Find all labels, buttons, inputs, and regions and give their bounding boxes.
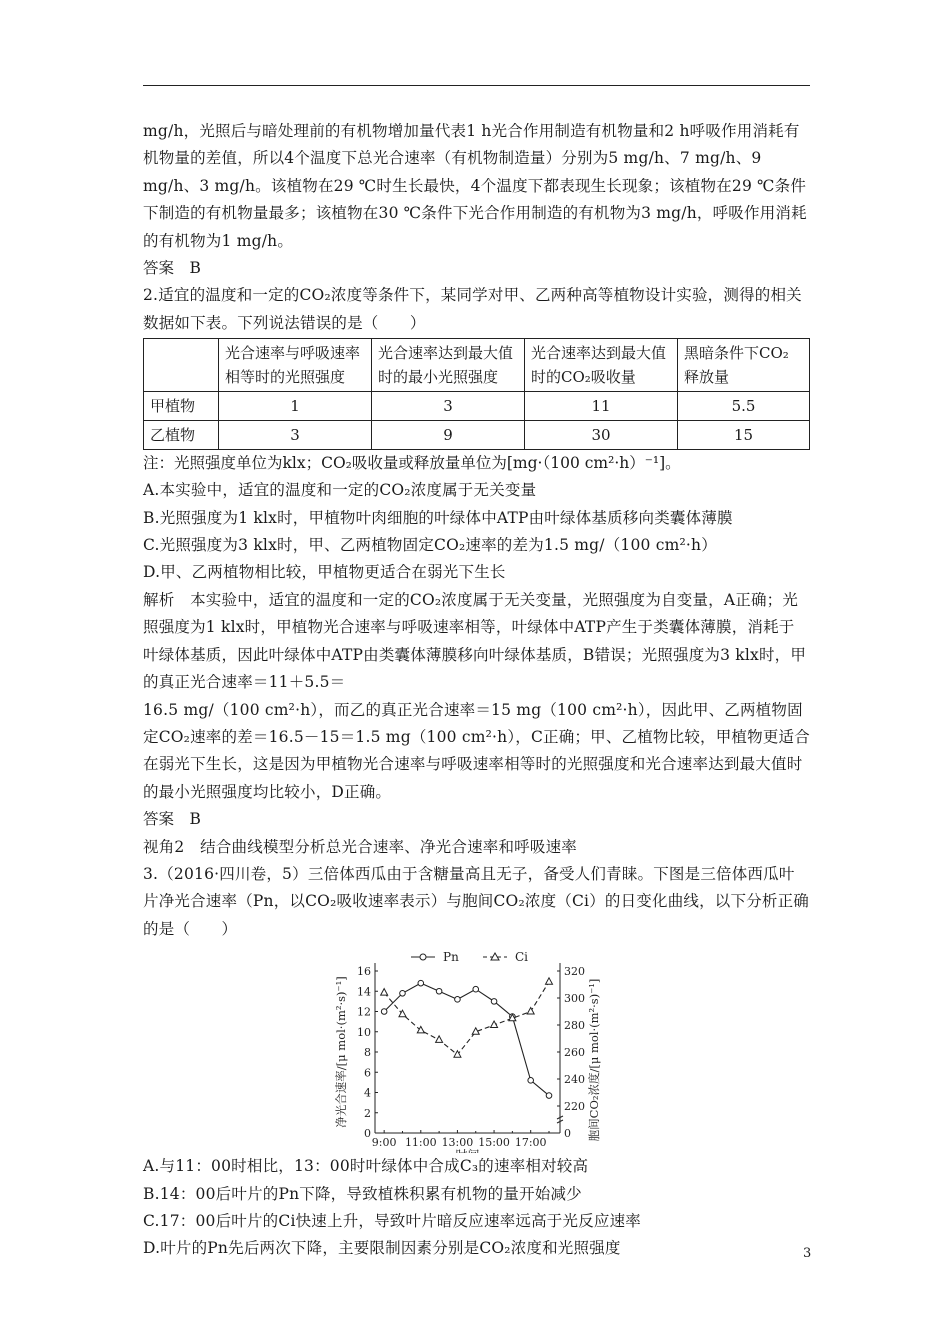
option-a: A.本实验中，适宜的温度和一定的CO₂浓度属于无关变量: [143, 481, 537, 500]
ci-series-line: [384, 982, 549, 1055]
pn-data-point: [528, 1078, 534, 1084]
y-left-tick-label: 12: [357, 1005, 371, 1019]
y-right-tick-label: 320: [564, 965, 585, 979]
table-header-cell: 光合速率与呼吸速率相等时的光照强度: [219, 339, 372, 392]
option-3c: C.17：00后叶片的Ci快速上升，导致叶片暗反应速率远高于光反应速率: [143, 1211, 641, 1230]
table-cell: 5.5: [678, 392, 810, 421]
pn-series-line: [384, 983, 549, 1095]
y-right-tick-label: 220: [564, 1100, 585, 1114]
analysis-paragraph-3: 16.5 mg/（100 cm²·h），而乙的真正光合速率＝15 mg（100 cm²·h），因此甲、乙两植物固定CO₂速率的差＝16.5－15＝1.5 mg（100 cm²·h），C正确；甲、乙植物比较，甲植物更适合在弱光下生长，这是因为甲植物光合速率与呼吸速率相等时的光照强度和光合速率达到最大值时的最小光照强度均比较小，D正确。: [143, 700, 810, 801]
pn-data-point: [400, 991, 406, 997]
y-left-tick-label: 4: [364, 1086, 371, 1100]
x-tick-label: 15:00: [478, 1136, 510, 1150]
table-header-cell: 黑暗条件下CO₂释放量: [678, 339, 810, 392]
table-cell: 3: [219, 421, 372, 450]
y-right-tick-label: 260: [564, 1046, 585, 1060]
page-content: [143, 118, 810, 1263]
table-cell: 甲植物: [144, 392, 219, 421]
table-header-cell: 光合速率达到最大值时的最小光照强度: [372, 339, 525, 392]
table-header-row: [144, 339, 810, 392]
x-tick-label: 17:00: [514, 1136, 547, 1150]
table-cell: 乙植物: [144, 421, 219, 450]
answer-1: 答案 B: [143, 259, 201, 278]
y-left-tick-label: 6: [364, 1066, 371, 1080]
section-title: 视角2 结合曲线模型分析总光合速率、净光合速率和呼吸速率: [143, 837, 577, 856]
ci-data-point: [417, 1027, 424, 1034]
y-right-tick-label: 240: [564, 1073, 585, 1087]
pn-data-point: [418, 981, 424, 987]
line-chart: [143, 943, 810, 1153]
pn-data-point: [546, 1093, 552, 1099]
question-2: 2.适宜的温度和一定的CO₂浓度等条件下，某同学对甲、乙两种高等植物设计实验，测得的相关数据如下表。下列说法错误的是（ ）: [143, 286, 802, 332]
pn-data-point: [491, 999, 497, 1005]
pn-data-point: [455, 997, 461, 1003]
x-axis-label: [455, 1147, 479, 1153]
table-cell: 9: [372, 421, 525, 450]
pn-data-point: [473, 987, 479, 993]
table-cell: 11: [525, 392, 678, 421]
y-left-tick-label: 14: [357, 985, 371, 999]
data-table: [143, 338, 810, 450]
option-3a: A.与11：00时相比，13：00时叶绿体中合成C₃的速率相对较高: [143, 1157, 589, 1176]
table-cell: 1: [219, 392, 372, 421]
y-left-tick-label: 8: [364, 1046, 371, 1060]
table-row: [144, 392, 810, 421]
x-tick-label: 13:00: [441, 1136, 474, 1150]
table-cell: 15: [678, 421, 810, 450]
table-row: [144, 421, 810, 450]
ci-data-point: [381, 989, 388, 996]
option-d: D.甲、乙两植物相比较，甲植物更适合在弱光下生长: [143, 563, 506, 582]
legend-pn-marker: [420, 954, 426, 960]
ci-data-point: [546, 978, 553, 985]
question-3: 3.（2016·四川卷，5）三倍体西瓜由于含糖量高且无子，备受人们青睐。下图是三倍体西瓜叶片净光合速率（Pn，以CO₂吸收速率表示）与胞间CO₂浓度（Ci）的日变化曲线，以下分析正确的是（ ）: [143, 864, 809, 938]
analysis-paragraph-1: mg/h，光照后与暗处理前的有机物增加量代表1 h光合作用制造有机物量和2 h呼吸作用消耗有机物量的差值，所以4个温度下总光合速率（有机物制造量）分别为5 mg/h、7 mg/h、9 mg/h、3 mg/h。该植物在29 ℃时生长最快，4个温度下都表现生长现象；该植物在29 ℃条件下制造的有机物量最多；该植物在30 ℃条件下光合作用制造的有机物为3 mg/h，呼吸作用消耗的有机物为1 mg/h。: [143, 122, 807, 250]
legend-ci-label: Ci: [515, 950, 529, 965]
table-header-cell: 光合速率达到最大值时的CO₂吸收量: [525, 339, 678, 392]
option-3b: B.14：00后叶片的Pn下降，导致植株积累有机物的量开始减少: [143, 1184, 582, 1203]
x-tick-label: 11:00: [404, 1136, 437, 1150]
y-right-tick-label: 280: [564, 1019, 585, 1033]
y-left-tick-label: 2: [364, 1106, 371, 1120]
answer-2: 答案 B: [143, 810, 201, 829]
table-note: 注：光照强度单位为klx；CO₂吸收量或释放量单位为[mg·（100 cm²·h）⁻¹]。: [143, 454, 681, 473]
option-b: B.光照强度为1 klx时，甲植物叶肉细胞的叶绿体中ATP由叶绿体基质移向类囊体薄膜: [143, 508, 733, 527]
ci-data-point: [436, 1036, 443, 1043]
x-tick-label: 9:00: [371, 1136, 397, 1150]
y-right-tick-label: 0: [564, 1127, 571, 1141]
table-cell: 30: [525, 421, 678, 450]
pn-data-point: [381, 1009, 387, 1015]
analysis-paragraph-2: 解析 本实验中，适宜的温度和一定的CO₂浓度属于无关变量，光照强度为自变量，A正确；光照强度为1 klx时，甲植物光合速率与呼吸速率相等，叶绿体中ATP产生于类囊体薄膜，消耗于叶绿体基质，因此叶绿体中ATP由类囊体薄膜移向叶绿体基质，B错误；光照强度为3 klx时，甲的真正光合速率＝11＋5.5＝: [143, 590, 807, 692]
y-right-tick-label: 300: [564, 992, 585, 1006]
legend-pn-label: Pn: [443, 950, 459, 965]
y-left-tick-label: 10: [357, 1025, 371, 1039]
table-cell: 3: [372, 392, 525, 421]
chart-container: [143, 943, 810, 1153]
option-c: C.光照强度为3 klx时，甲、乙两植物固定CO₂速率的差为1.5 mg/（100 cm²·h）: [143, 536, 717, 555]
y-right-axis-label: 胞间CO₂浓度/[μ mol·(m²·s)⁻¹]: [587, 978, 601, 1142]
y-left-tick-label: 16: [357, 965, 371, 979]
table-header-cell: [144, 339, 219, 392]
header-rule: [143, 85, 810, 86]
page-number: 3: [803, 1246, 812, 1261]
option-3d: D.叶片的Pn先后两次下降，主要限制因素分别是CO₂浓度和光照强度: [143, 1239, 621, 1258]
y-left-tick-label: 0: [364, 1127, 371, 1141]
pn-data-point: [436, 989, 442, 995]
y-left-axis-label: 净光合速率/[μ mol·(m²·s)⁻¹]: [334, 976, 348, 1128]
